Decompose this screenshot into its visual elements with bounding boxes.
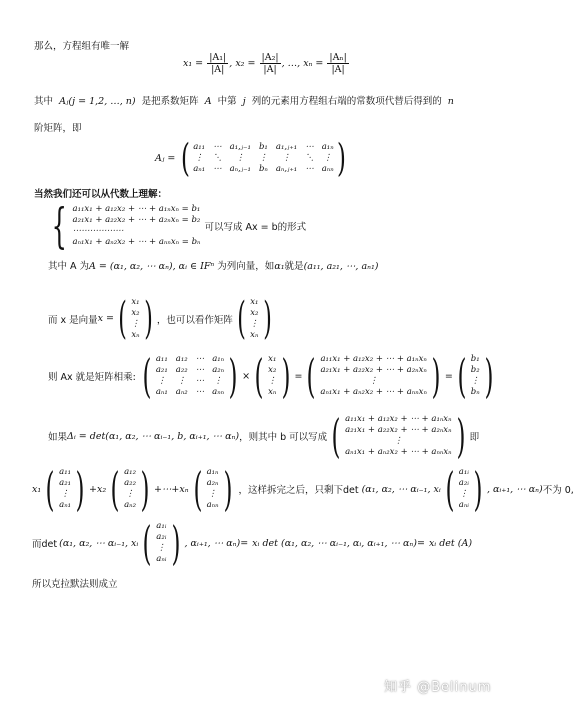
coefficient-matrix-cell: ⋯ [195,387,205,397]
vector-entry: aₙᵢ [458,500,469,510]
vector-entry: a₂ₙ [206,478,219,488]
b-column [471,354,480,398]
aj-matrix-cell: a₁₁ [193,141,206,152]
aj-matrix-cell: ⋱ [305,152,314,163]
vector-entry: ⋮ [250,318,259,329]
b-expanded-column [345,414,452,458]
aj-matrix-cell: ⋱ [213,152,222,163]
aj-matrix-cell: a₁,ⱼ₋₁ [229,141,251,152]
solution-formula: x₁ = $\frac{\text{|A₁|}}{|A|}$ , x₂ = $\frac{\text{|A₂|}}{|A|}$ , …, xₙ = $\frac{\text{|Aₙ|}}{|A|}$ [183,52,347,75]
vector-entry: ⋮ [131,318,140,329]
column-vector-text: 其中 A 为A = (α₁, α₂, ⋯ αₙ), αᵢ ∈ IFⁿ 为列向量，如α₁就是(a₁₁, a₂₁, ⋯, aₙ₁) [48,261,379,272]
vector-entry: b₁ [470,354,480,364]
x2-label: x₂ = [235,58,256,69]
watermark: 知乎 @Belinum [384,680,492,695]
aj-matrix-cell: ⋮ [236,152,245,163]
conclusion-text: 所以克拉默法则成立 [32,579,118,590]
system-note: 可以写成 Ax = b的形式 [204,222,307,233]
aj-matrix-cell: aₙ₁ [193,163,206,174]
fraction-x1: $\frac{\text{|A₁|}}{|A|}$ [209,52,227,75]
coefficient-matrix-cell: a₂₁ [155,365,168,375]
vector-entry: ⋮ [394,436,403,446]
vector-entry: ⋮ [60,489,70,499]
vector-entry: bₙ [470,387,480,397]
system-rows [73,204,201,248]
aj-matrix-cell: aₙ,ⱼ₋₁ [229,163,251,174]
vector-entry: x₁ [268,354,277,364]
coefficient-matrix-cell: ⋮ [177,376,186,386]
system-row: ⋯⋯⋯⋯⋯⋯ [72,226,124,236]
column-i-2 [156,521,166,565]
aj-matrix-cell: aₙ,ⱼ₊₁ [275,163,298,174]
column-i [459,467,469,511]
aj-matrix-cell: ⋯ [213,163,222,174]
vector-entry: a₂ᵢ [156,532,167,542]
vector-entry: aₙ₁x₁ + aₙ₂x₂ + ⋯ + aₙₙxₙ [345,447,452,457]
vector-entry: a₂₁x₁ + a₂₂x₂ + ⋯ + a₂ₙxₙ [345,425,452,435]
aj-matrix-cell: bₙ [258,163,268,174]
vector-entry: a₁₁x₁ + a₁₂x₂ + ⋯ + a₁ₙxₙ [345,414,452,424]
vector-entry: a₁ᵢ [156,521,167,531]
coefficient-matrix-cell: aₙ₂ [175,387,188,397]
vector-entry: a₁ᵢ [458,467,469,477]
system-row: a₂₁x₁ + a₂₂x₂ + ⋯ + a₂ₙxₙ = b₂ [72,215,201,225]
fraction-xn: $\frac{\text{|Aₙ|}}{|A|}$ [329,52,347,75]
det-factor-line: 而det (α₁, α₂, ⋯ αᵢ₋₁, xᵢ ( a₁ᵢ a₂ᵢ ⋮ aₙᵢ ) , αᵢ₊₁, ⋯ αₙ)= xᵢ det (α₁, α₂, ⋯ αᵢ₋₁, αᵢ, αᵢ₊₁, ⋯ αₙ)= xᵢ det (A) [32,516,473,570]
vector-entry: x₁ [250,296,259,307]
coefficient-matrix [156,354,224,398]
vector-entry: ⋮ [268,376,277,386]
coefficient-matrix-cell: ⋯ [195,365,205,375]
system-row: a₁₁x₁ + a₁₂x₂ + ⋯ + a₁ₙxₙ = b₁ [72,204,201,214]
coefficient-matrix-cell: ⋯ [195,376,205,386]
aj-matrix-cell: a₁,ⱼ₊₁ [275,141,298,152]
vector-entry: xₙ [268,387,277,397]
vector-entry: a₂₁x₁ + a₂₂x₂ + ⋯ + a₂ₙxₙ [320,365,427,375]
delta-line: 如果 Δᵢ = det(α₁, α₂, ⋯ αᵢ₋₁, b, αᵢ₊₁, ⋯ αₙ) ，则其中 b 可以写成 ( a₁₁x₁ + a₁₂x₂ + ⋯ + a₁ₙxₙ a₂₁x₁ + a₂₂x₂ + ⋯ + a₂ₙxₙ ⋮ aₙ₁x₁ + aₙ₂x₂ + ⋯ + aₙₙxₙ ) 即 [48,409,480,463]
x-column [268,354,277,398]
system-row: aₙ₁x₁ + aₙ₂x₂ + ⋯ + aₙₙxₙ = bₙ [72,237,201,247]
explanation-aj: 其中 Aⱼ(j = 1,2, …, n) 是把系数矩阵 A 中第 j 列的元素用方程组右端的常数项代替后得到的 n [34,96,454,107]
vector-entry: xₙ [250,329,259,340]
x-vector [131,297,140,341]
coefficient-matrix-cell: a₁₂ [175,354,188,364]
section-heading: 当然我们还可以从代数上理解： [34,189,168,200]
coefficient-matrix-cell: ⋯ [195,354,205,364]
vector-entry: a₂ᵢ [458,478,469,488]
vector-entry: aₙ₁ [59,500,72,510]
equation-system: { a₁₁x₁ + a₁₂x₂ + ⋯ + a₁ₙxₙ = b₁ a₂₁x₁ + a₂₂x₂ + ⋯ + a₂ₙxₙ = b₂ ⋯⋯⋯⋯⋯⋯ aₙ₁x₁ + aₙ₂x₂ + ⋯ + aₙₙxₙ = bₙ 可以写成 Ax = b的形式 [51,198,307,254]
coefficient-matrix-cell: a₂₂ [175,365,188,375]
vector-entry: aₙₙ [206,500,219,510]
vector-entry: aₙ₂ [124,500,137,510]
vector-entry: ⋮ [459,489,469,499]
coefficient-matrix-cell: a₁ₙ [212,354,225,364]
vector-entry: a₁₂ [124,467,136,477]
intro-text: 那么，方程组有唯一解 [34,41,130,52]
order-matrix-text: 阶矩阵，即 [34,123,82,134]
fraction-x2: $\frac{\text{|A₂|}}{|A|}$ [261,52,279,75]
coefficient-matrix-cell: aₙ₁ [155,387,168,397]
aj-matrix-cell: ⋮ [259,152,268,163]
coefficient-matrix-cell: ⋮ [213,376,223,386]
vector-entry: x₁ [131,296,140,307]
xn-label: xₙ = [303,58,324,69]
aj-matrix-equation: Aⱼ = ( a₁₁ ⋯ a₁,ⱼ₋₁ b₁ a₁,ⱼ₊₁ ⋯ a₁ₙ ⋮ ⋱ ⋮ ⋮ ⋮ ⋱ ⋮ aₙ₁ ⋯ aₙ,ⱼ₋₁ bₙ aₙ,ⱼ₊₁ ⋯ aₙₙ ) [155,136,346,180]
column-2 [124,467,136,511]
vector-entry: ⋮ [157,543,166,553]
x1-label: x₁ = [183,58,204,69]
aj-matrix-cell: ⋮ [282,152,291,163]
vector-entry: ⋮ [470,376,480,386]
coefficient-matrix-cell: a₂ₙ [212,365,225,375]
vector-entry: xₙ [131,329,140,340]
coefficient-matrix-cell: aₙₙ [212,387,225,397]
vector-entry: a₁ₙ [206,467,219,477]
vector-entry: x₂ [250,307,259,318]
aj-matrix-cell: a₁ₙ [321,141,334,152]
vector-entry: a₁₁x₁ + a₁₂x₂ + ⋯ + a₁ₙxₙ [320,354,427,364]
coefficient-matrix-cell: ⋮ [157,376,167,386]
aj-matrix-cell: ⋯ [305,141,314,152]
vector-entry: a₂₁ [59,478,72,488]
aj-matrix-cell: ⋮ [194,152,204,163]
vector-entry: aₙ₁x₁ + aₙ₂x₂ + ⋯ + aₙₙxₙ [320,387,427,397]
aj-matrix-cell: aₙₙ [321,163,334,174]
column-n [207,467,219,511]
aj-matrix-cell: ⋯ [305,163,314,174]
vector-entry: aₙᵢ [156,554,167,564]
vector-entry: ⋮ [125,489,135,499]
aj-matrix-cell: ⋮ [323,152,332,163]
product-column [320,354,427,398]
column-1 [59,467,71,511]
aj-matrix-cell: b₁ [258,141,268,152]
column-split-line: x₁ ( a₁₁ a₂₁ ⋮ aₙ₁ ) +x₂ ( a₁₂ a₂₂ ⋮ aₙ₂ ) +⋯+xₙ ( a₁ₙ a₂ₙ ⋮ aₙₙ ) ，这样拆完之后，只剩下det (α₁, α₂, ⋯ αᵢ₋₁, xᵢ ( a₁ᵢ a₂ᵢ ⋮ aₙᵢ ) , αᵢ₊₁, ⋯ αₙ) 不为 0, [32,462,574,516]
x-vector-line: 而 x 是向量 x = ( x₁ x₂ ⋮ xₙ ) ，也可以看作矩阵 ( x₁ x₂ ⋮ xₙ ) [48,293,272,344]
x-matrix [250,297,259,341]
vector-entry: b₂ [470,365,480,375]
aj-matrix-cell: ⋯ [213,141,222,152]
aj-matrix [193,142,334,175]
vector-entry: a₂₂ [124,478,136,488]
vector-entry: a₁₁ [59,467,72,477]
vector-entry: x₂ [268,365,277,375]
coefficient-matrix-cell: a₁₁ [155,354,168,364]
vector-entry: x₂ [131,307,140,318]
vector-entry: ⋮ [208,489,217,499]
vector-entry: ⋮ [369,376,378,386]
matrix-product-line: 则 Ax 就是矩阵相乘: ( a₁₁ a₁₂ ⋯ a₁ₙ a₂₁ a₂₂ ⋯ a₂ₙ ⋮ ⋮ ⋯ ⋮ aₙ₁ aₙ₂ ⋯ aₙₙ ) × ( x₁ x₂ ⋮ xₙ ) = ( a₁₁x₁ + a₁₂x₂ + ⋯ + a₁ₙxₙ a₂₁x₁ + a₂₂x₂ + ⋯ + a₂ₙxₙ ⋮ aₙ₁x₁ + aₙ₂x₂ + ⋯ + aₙₙxₙ ) = ( b₁ b₂ ⋮ bₙ ) [48,349,494,403]
